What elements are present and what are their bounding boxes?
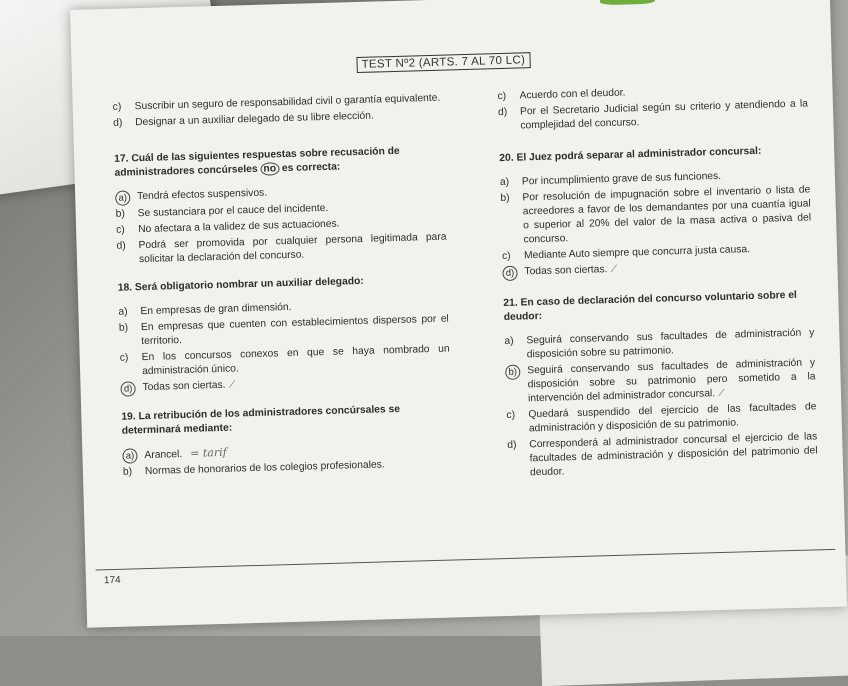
question-20: 20. El Juez podrá separar al administrador concursal: xyxy=(499,145,762,165)
exam-page xyxy=(70,0,847,628)
option-17b: b) Se sustanciara por el cauce del incidente. xyxy=(115,202,329,220)
option-19d: d) Por el Secretario Judicial según su criterio y atendiendo a la complejidad del concurso. xyxy=(497,98,809,132)
option-19a: a) Arancel. = tarif xyxy=(122,439,452,463)
option-16c: c) Suscribir un seguro de responsabilidad civil o garantía equivalente. xyxy=(112,92,441,113)
option-20b: b) Por resolución de impugnación sobre el inventario o lista de acreedores a favor de los demandantes por una cuantía igual o superior al 20% del valor de la masa activa o pasiva del concurso. xyxy=(500,184,812,246)
option-21d: d) Corresponderá al administrador concursal el ejercicio de las facultades de administración y disposición del patrimonio del deudor. xyxy=(507,431,818,479)
option-18a: a) En empresas de gran dimensión. xyxy=(118,301,292,318)
circled-answer-mark: b) xyxy=(505,365,520,380)
option-20a: a) Por incumplimiento grave de sus funciones. xyxy=(499,170,722,189)
option-18c: c) En los concursos conexos en que se haya nombrado un administración único. xyxy=(119,343,450,378)
circled-answer-mark: d) xyxy=(502,266,517,281)
question-18: 18. Será obligatorio nombrar un auxiliar delegado: xyxy=(117,275,364,294)
footer-rule xyxy=(96,549,836,571)
right-column xyxy=(497,81,818,483)
handwritten-note: = tarif xyxy=(190,445,227,460)
left-column xyxy=(113,92,454,482)
option-18b: b) En empresas que cuenten con establecimientos dispersos por el territorio. xyxy=(118,313,449,348)
circled-answer-mark: a) xyxy=(115,190,130,205)
option-17a: a) Tendrá efectos suspensivos. xyxy=(115,182,445,206)
option-21c: c) Quedará suspendido del ejercicio de las facultades de administración y disposición de su patrimonio. xyxy=(506,401,817,435)
pen-tick-mark: ⁄ xyxy=(720,387,724,399)
option-21b: b) Seguirá conservando sus facultades de administración y disposición sobre su patrimonio pero sometido a la intervención del administrador concursal. ⁄ xyxy=(505,356,816,407)
option-20c: c) Mediante Auto siempre que concurra justa causa. xyxy=(501,244,751,263)
option-21a: a) Seguirá conservando sus facultades de administración y disposición sobre su patrimonio. xyxy=(504,327,815,361)
circled-word: no xyxy=(260,162,279,176)
option-16d: d) Designar a un auxiliar delegado de su libre elección. xyxy=(113,110,374,129)
question-17: 17. Cuál de las siguientes respuestas sobre recusación de administradores concúrseles no es correcta: xyxy=(114,145,400,179)
green-marker-mark xyxy=(600,0,655,5)
page-number: 174 xyxy=(103,574,121,587)
question-21: 21. En caso de declaración del concurso voluntario sobre el deudor: xyxy=(503,289,797,324)
pen-tick-mark: ⁄ xyxy=(231,379,234,391)
question-19: 19. La retribución de los administradores concúrsales se determinará mediante: xyxy=(121,403,401,437)
circled-answer-mark: a) xyxy=(122,448,137,463)
circled-answer-mark: d) xyxy=(120,381,135,396)
option-20d: d) Todas son ciertas. ⁄ xyxy=(502,257,812,281)
option-19c: c) Acuerdo con el deudor. xyxy=(497,87,626,103)
option-19b: b) Normas de honorarios de los colegios profesionales. xyxy=(122,459,385,478)
page-header: TEST Nº2 (ARTS. 7 AL 70 LC) xyxy=(356,52,530,73)
option-17c: c) No afectara a la validez de sus actuaciones. xyxy=(116,218,340,236)
option-18d: d) Todas son ciertas. ⁄ xyxy=(120,373,450,397)
option-17d: d) Podrá ser promovida por cualquier persona legitimada para solicitar la declaración del concurso. xyxy=(116,231,447,266)
pen-tick-mark: ⁄ xyxy=(613,263,616,275)
